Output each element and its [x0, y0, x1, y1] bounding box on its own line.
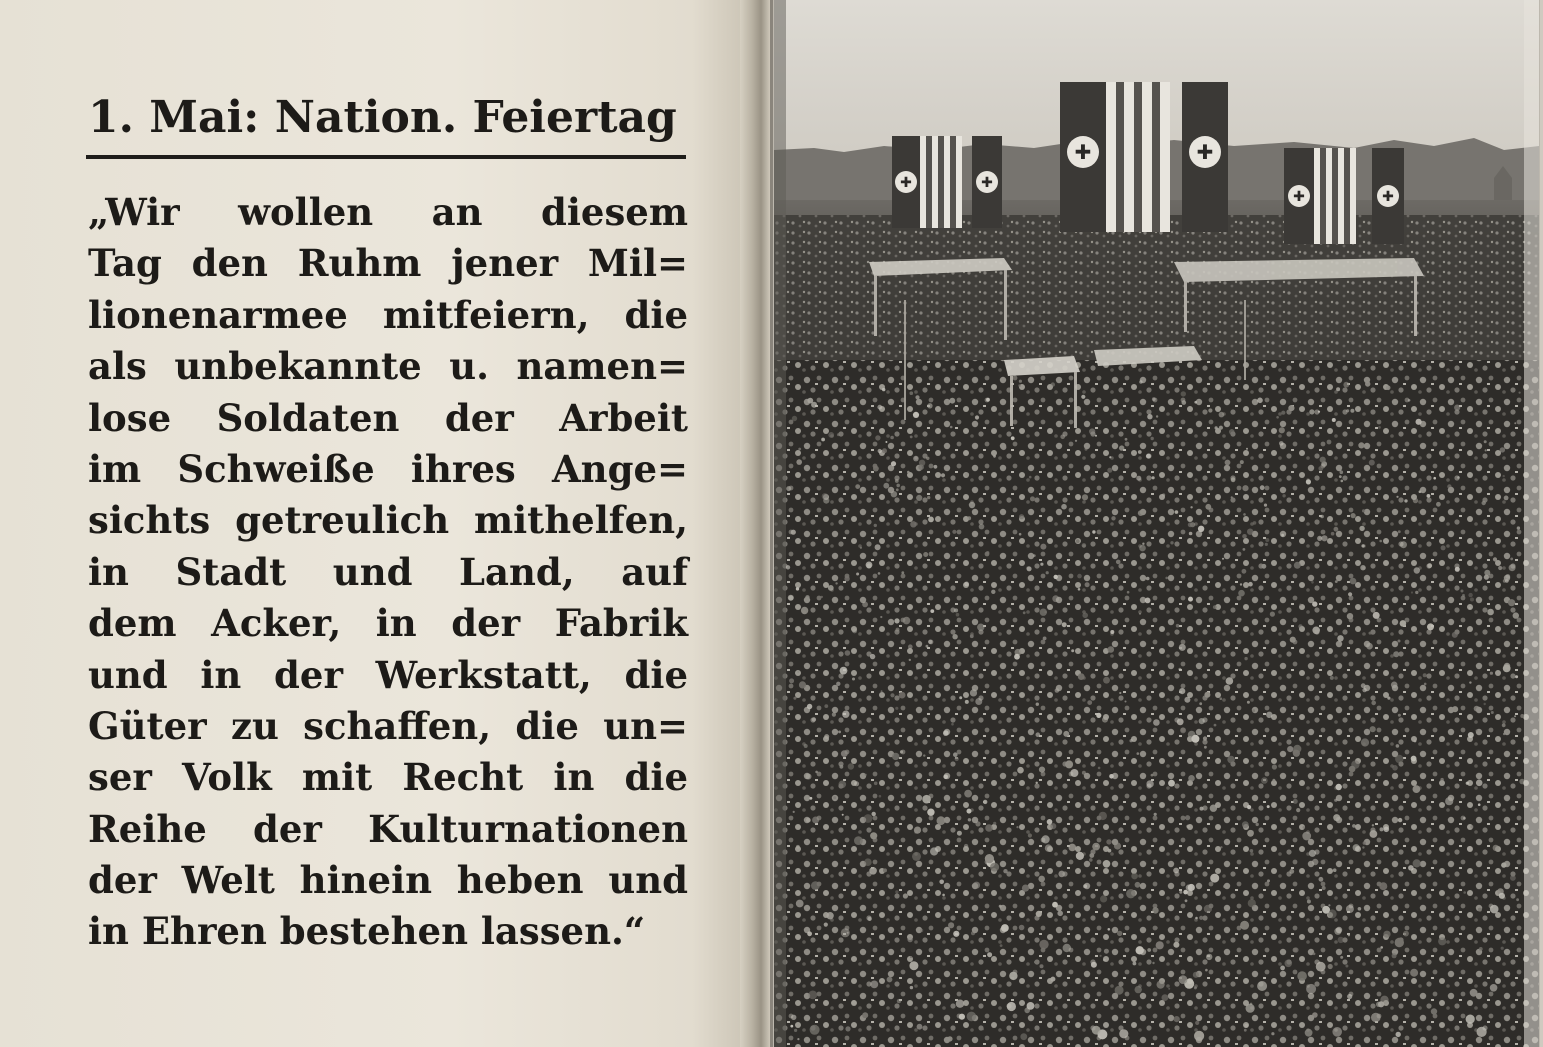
quote-line: in Ehren bestehen lassen.“	[88, 909, 646, 954]
banner-group-center	[1060, 82, 1228, 232]
svg-text:✚: ✚	[1293, 189, 1305, 205]
banner-group-left	[892, 136, 1002, 228]
quote-line: und in der Werkstatt, die	[88, 652, 688, 697]
quote-line: dem Acker, in der Fabrik	[88, 601, 688, 646]
quote-line: ser Volk mit Recht in die	[88, 755, 688, 800]
svg-text:✚: ✚	[1196, 140, 1214, 164]
svg-text:✚: ✚	[981, 175, 993, 191]
title-underline	[86, 155, 686, 159]
quote-line: im Schweiße ihres Ange=	[88, 446, 688, 491]
page-title: 1. Mai: Nation. Feiertag	[88, 92, 677, 143]
quote-line: Güter zu schaffen, die un=	[88, 703, 688, 748]
quote-line: lose Soldaten der Arbeit	[88, 395, 688, 440]
photo-illustration	[774, 0, 1539, 1047]
quote-line: der Welt hinein heben und	[88, 858, 688, 903]
mass-rally-crowd-photo	[774, 0, 1539, 1047]
quote-line: lionenarmee mitfeiern, die	[88, 292, 688, 337]
quote-line: als unbekannte u. namen=	[88, 344, 688, 389]
svg-text:✚: ✚	[1074, 140, 1092, 164]
left-page	[0, 0, 752, 1047]
quote-line: sichts getreulich mithelfen,	[88, 498, 688, 543]
quote-line: in Stadt und Land, auf	[88, 549, 688, 594]
quote-line: „Wir wollen an diesem	[88, 190, 688, 234]
quote-line: Reihe der Kulturnationen	[88, 806, 688, 851]
quote-block	[88, 187, 688, 958]
quote-line: Tag den Ruhm jener Mil=	[88, 241, 688, 286]
banner-group-right	[1284, 148, 1404, 244]
svg-text:✚: ✚	[1382, 189, 1394, 205]
book-gutter	[740, 0, 770, 1047]
svg-text:✚: ✚	[900, 175, 912, 191]
